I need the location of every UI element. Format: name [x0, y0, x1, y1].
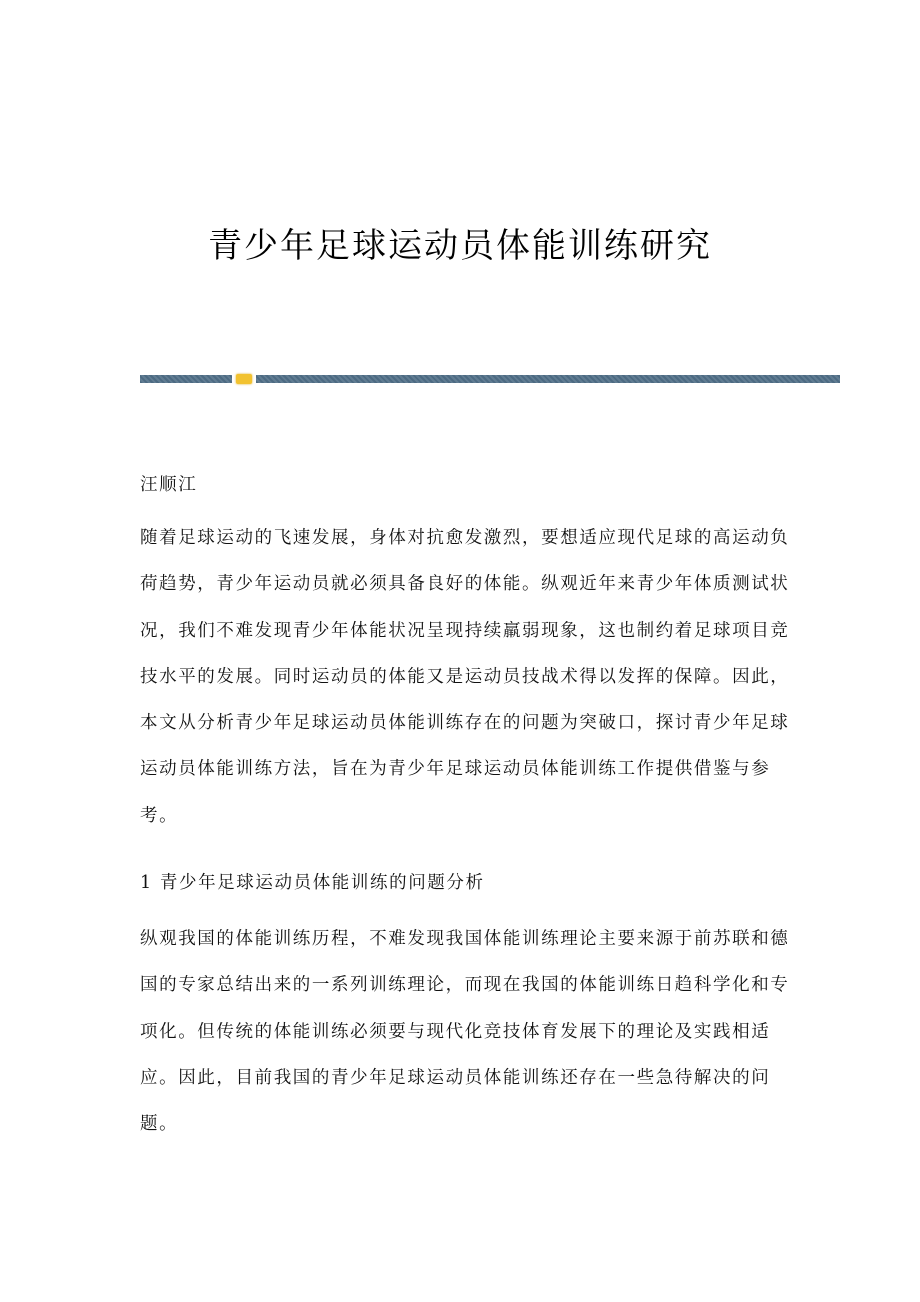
text-line: 考。 [140, 805, 179, 826]
text-line: 技水平的发展。同时运动员的体能又是运动员技战术得以发挥的保障。因此， [140, 666, 790, 687]
text-line: 荷趋势，青少年运动员就必须具备良好的体能。纵观近年来青少年体质测试状 [140, 574, 790, 595]
author: 汪顺江 [140, 475, 198, 495]
text-line: 题。 [140, 1114, 179, 1135]
abstract-paragraph [140, 515, 790, 839]
section-paragraph [140, 916, 790, 1147]
text-line: 况，我们不难发现青少年体能状况呈现持续羸弱现象，这也制约着足球项目竞 [140, 620, 790, 641]
text-line: 随着足球运动的飞速发展，身体对抗愈发激烈，要想适应现代足球的高运动负 [140, 528, 790, 548]
text-line: 应。因此，目前我国的青少年足球运动员体能训练还存在一些急待解决的问 [140, 1067, 771, 1088]
text-line: 运动员体能训练方法，旨在为青少年足球运动员体能训练工作提供借鉴与参 [140, 759, 771, 780]
divider-ornament-icon [236, 374, 252, 384]
section-heading: 1 青少年足球运动员体能训练的问题分析 [140, 873, 485, 893]
text-line: 本文从分析青少年足球运动员体能训练存在的问题为突破口，探讨青少年足球 [140, 713, 790, 734]
title-divider-left [140, 375, 232, 383]
text-line: 国的专家总结出来的一系列训练理论，而现在我国的体能训练日趋科学化和专 [140, 975, 790, 996]
title-divider-right [256, 375, 840, 383]
text-line: 纵观我国的体能训练历程，不难发现我国体能训练理论主要来源于前苏联和德 [140, 929, 790, 949]
text-line: 项化。但传统的体能训练必须要与现代化竞技体育发展下的理论及实践相适 [140, 1021, 771, 1042]
document-title: 青少年足球运动员体能训练研究 [208, 226, 712, 266]
